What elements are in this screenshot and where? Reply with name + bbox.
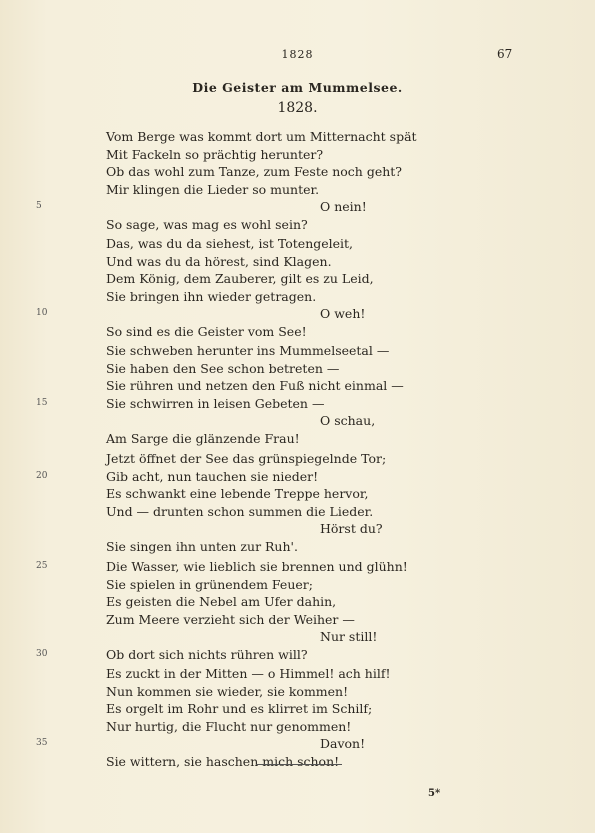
verse-text: Mit Fackeln so prächtig herunter? <box>106 146 324 162</box>
verse-text: Mir klingen die Lieder so munter. <box>106 181 320 197</box>
line-number: 25 <box>36 561 48 571</box>
verse-text: Gib acht, nun tauchen sie nieder! <box>106 468 319 484</box>
verse-text: So sind es die Geister vom See! <box>106 323 307 339</box>
verse-line <box>106 576 546 594</box>
verse-line <box>106 342 546 360</box>
verse-line <box>106 360 546 378</box>
verse-line <box>106 611 546 629</box>
verse-line <box>106 430 546 448</box>
verse-line <box>106 683 546 701</box>
verse-line <box>36 735 546 753</box>
verse-line <box>106 593 546 611</box>
stanza <box>36 342 546 448</box>
stanza <box>36 128 546 234</box>
verse-line <box>106 253 546 271</box>
stanza <box>36 450 546 556</box>
verse-line <box>106 270 546 288</box>
verse-line <box>106 216 546 234</box>
verse-text: Es zuckt in der Mitten — o Himmel! ach hilf! <box>106 666 391 681</box>
verse-line <box>106 163 546 181</box>
verse-text: Nur hurtig, die Flucht nur genommen! <box>106 718 352 734</box>
verse-line <box>106 628 546 646</box>
line-number: 15 <box>36 397 48 408</box>
verse-text: Ob dort sich nichts rühren will? <box>106 646 308 662</box>
end-rule <box>256 764 342 765</box>
stanza <box>36 235 546 341</box>
verse-line <box>106 538 546 556</box>
verse-text: Hörst du? <box>320 521 383 537</box>
verse-text: Sie schwirren in leisen Gebeten — <box>106 395 325 411</box>
verse-text: Es schwankt eine lebende Treppe hervor, <box>106 486 369 502</box>
verse-line <box>106 377 546 395</box>
verse-line <box>36 305 546 323</box>
running-header-year: 1828 <box>281 48 314 61</box>
verse-line <box>106 700 546 718</box>
verse-text: O weh! <box>320 306 366 322</box>
verse-line <box>106 235 546 253</box>
verse-text: Jetzt öffnet der See das grünspiegelnde Tor; <box>106 451 387 466</box>
verse-text: Sie bringen ihn wieder getragen. <box>106 288 317 304</box>
page-number: 67 <box>497 47 513 61</box>
verse-line <box>36 468 546 486</box>
verse-text: So sage, was mag es wohl sein? <box>106 216 308 232</box>
verse-line <box>106 753 546 771</box>
line-number: 10 <box>36 308 48 319</box>
verse-text: Sie haben den See schon betreten — <box>106 360 340 376</box>
verse-line <box>106 288 546 306</box>
verse-text: Am Sarge die glänzende Frau! <box>106 430 300 446</box>
poem-title: Die Geister am Mummelsee. <box>192 80 403 95</box>
sheet-signature: 5* <box>428 788 441 799</box>
verse-text: Nun kommen sie wieder, sie kommen! <box>106 683 349 699</box>
verse-text: Dem König, dem Zauberer, gilt es zu Leid, <box>106 271 374 287</box>
verse-line <box>106 450 546 468</box>
verse-text: Sie rühren und netzen den Fuß nicht einmal — <box>106 378 404 394</box>
line-number: 5 <box>36 201 42 212</box>
verse-line <box>106 412 546 430</box>
verse-text: Zum Meere verzieht sich der Weiher — <box>106 611 355 627</box>
verse-text: Sie spielen in grünendem Feuer; <box>106 576 313 592</box>
verse-line <box>36 646 546 664</box>
line-number: 20 <box>36 470 48 481</box>
verse-text: Davon! <box>320 736 366 752</box>
verse-line <box>106 485 546 503</box>
line-number: 30 <box>36 648 48 659</box>
verse-text: Sie wittern, sie haschen mich schon! <box>106 753 340 769</box>
verse-text: Vom Berge was kommt dort um Mitternacht spät <box>106 129 417 144</box>
verse-line <box>36 395 546 413</box>
verse-text: Es orgelt im Rohr und es klirret im Schilf; <box>106 701 373 717</box>
verse-text: Die Wasser, wie lieblich sie brennen und glühn! <box>106 559 408 574</box>
verse-text: Und was du da hörest, sind Klagen. <box>106 253 332 269</box>
verse-line <box>106 665 546 683</box>
verse-line <box>106 181 546 199</box>
verse-line <box>36 198 546 216</box>
stanza <box>36 558 546 664</box>
verse-line <box>106 323 546 341</box>
verse-text: O schau, <box>320 413 376 429</box>
line-number: 35 <box>36 738 48 749</box>
verse-line <box>36 558 546 576</box>
verse-text: Und — drunten schon summen die Lieder. <box>106 503 374 519</box>
verse-line <box>106 520 546 538</box>
verse-text: Sie schweben herunter ins Mummelseetal — <box>106 343 390 358</box>
verse-line <box>106 146 546 164</box>
stanza <box>36 665 546 771</box>
poem-subtitle: 1828. <box>277 100 318 116</box>
verse-text: O nein! <box>320 199 367 215</box>
verse-text: Das, was du da siehest, ist Totengeleit, <box>106 236 354 251</box>
verse-line <box>106 503 546 521</box>
verse-text: Sie singen ihn unten zur Ruh'. <box>106 538 298 554</box>
verse-text: Es geisten die Nebel am Ufer dahin, <box>106 594 337 610</box>
verse-text: Nur still! <box>320 629 378 645</box>
verse-line <box>106 128 546 146</box>
verse-text: Ob das wohl zum Tanze, zum Feste noch geht? <box>106 164 403 180</box>
verse-line <box>106 718 546 736</box>
